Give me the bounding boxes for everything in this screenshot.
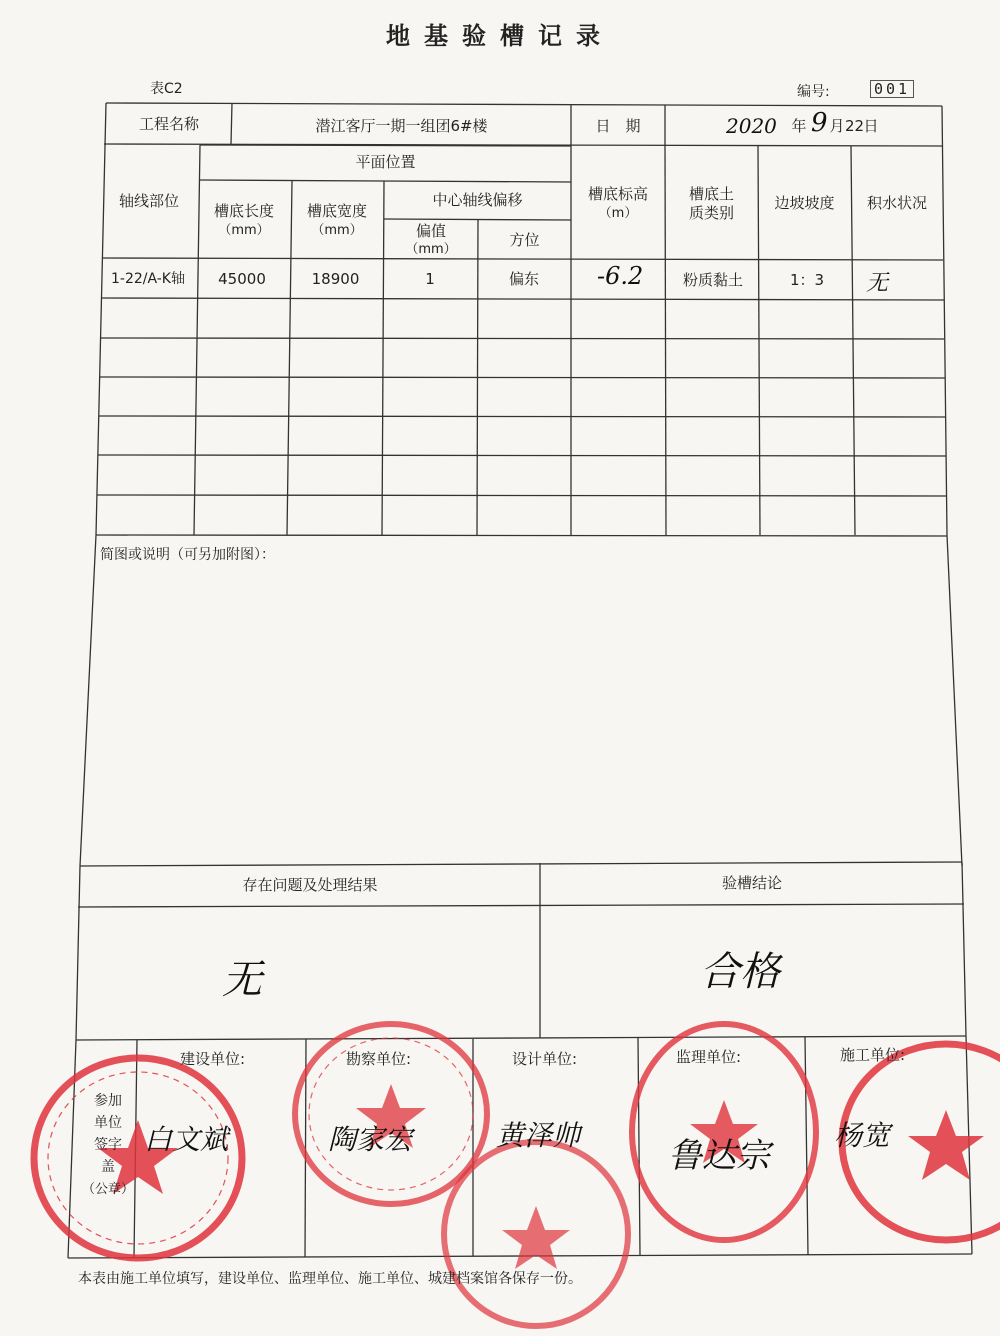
conclusion-label: 验槽结论 [721,874,782,892]
unit-label-design: 设计单位: [512,1050,578,1068]
footer-note: 本表由施工单位填写，建设单位、监理单位、施工单位、城建档案馆各保存一份。 [78,1271,582,1287]
row1-soil: 粉质黏土 [682,271,743,289]
participant-label-5: （公章） [81,1182,134,1197]
issues-value: 无 [222,957,262,1003]
col-center-offset: 中心轴线偏移 [432,191,523,209]
signature-supervision: 鲁达宗 [668,1136,770,1176]
col-elevation: 槽底标高 [587,185,648,203]
col-soil-line1: 槽底土 [688,185,734,203]
row1-slope: 1：3 [789,271,825,289]
unit-label-construction: 建设单位: [180,1050,246,1068]
project-name: 潜江客厅一期一组团6#楼 [315,117,488,135]
row1-direction: 偏东 [508,270,539,288]
col-length: 槽底长度 [213,202,274,220]
doc-no: 001 [870,80,914,98]
col-slope: 边坡坡度 [774,194,835,212]
participant-label-3: 签字 [94,1137,122,1153]
col-soil-line2: 质类别 [688,204,734,222]
col-width: 槽底宽度 [306,202,367,220]
signature-design: 黄泽帅 [496,1119,581,1152]
col-direction: 方位 [509,231,540,249]
col-axis: 轴线部位 [118,192,179,210]
page-title: 地基验槽记录 [386,22,614,50]
col-water: 积水状况 [866,194,927,212]
issues-label: 存在问题及处理结果 [242,876,378,894]
unit-label-contractor: 施工单位: [840,1046,906,1064]
row1-offset: 1 [425,270,435,288]
signature-construction: 白文斌 [144,1123,229,1156]
date-month: 9 [811,108,828,138]
date-day: 22 [845,117,865,135]
sketch-label: 简图或说明（可另加附图）： [100,547,275,563]
row1-elevation: -6.2 [597,262,644,290]
signature-contractor: 杨宽 [834,1119,891,1152]
seal-design-unit [436,1134,636,1334]
row1-width: 18900 [311,270,360,288]
participant-label-4: 盖 [101,1159,115,1175]
doc-no-label: 编号: [797,84,830,100]
participant-label-2: 单位 [94,1115,122,1131]
unit-label-supervision: 监理单位: [676,1048,742,1066]
col-width-unit: （mm） [311,223,363,238]
date-year-char: 年 [791,117,807,135]
row1-water: 无 [866,271,889,296]
signature-survey: 陶家宏 [328,1123,413,1156]
seal-construction-unit [18,1048,258,1268]
col-elevation-unit: （m） [598,206,638,221]
project-name-label: 工程名称 [138,115,199,133]
col-plane-position: 平面位置 [355,153,416,171]
form-id: 表C2 [150,81,183,97]
row1-length: 45000 [218,270,266,288]
date-month-char: 月 [829,117,845,135]
conclusion-value: 合格 [700,949,780,995]
date-label: 日 期 [595,117,641,135]
unit-label-survey: 勘察单位: [346,1050,412,1068]
col-offset-value: 偏值 [415,222,446,240]
col-length-unit: （mm） [218,223,270,238]
row1-axis: 1-22/A-K轴 [111,271,185,287]
col-offset-unit: （mm） [405,242,457,257]
participant-label-1: 参加 [94,1093,122,1109]
date-day-char: 日 [863,117,879,135]
date-year: 2020 [726,114,777,138]
